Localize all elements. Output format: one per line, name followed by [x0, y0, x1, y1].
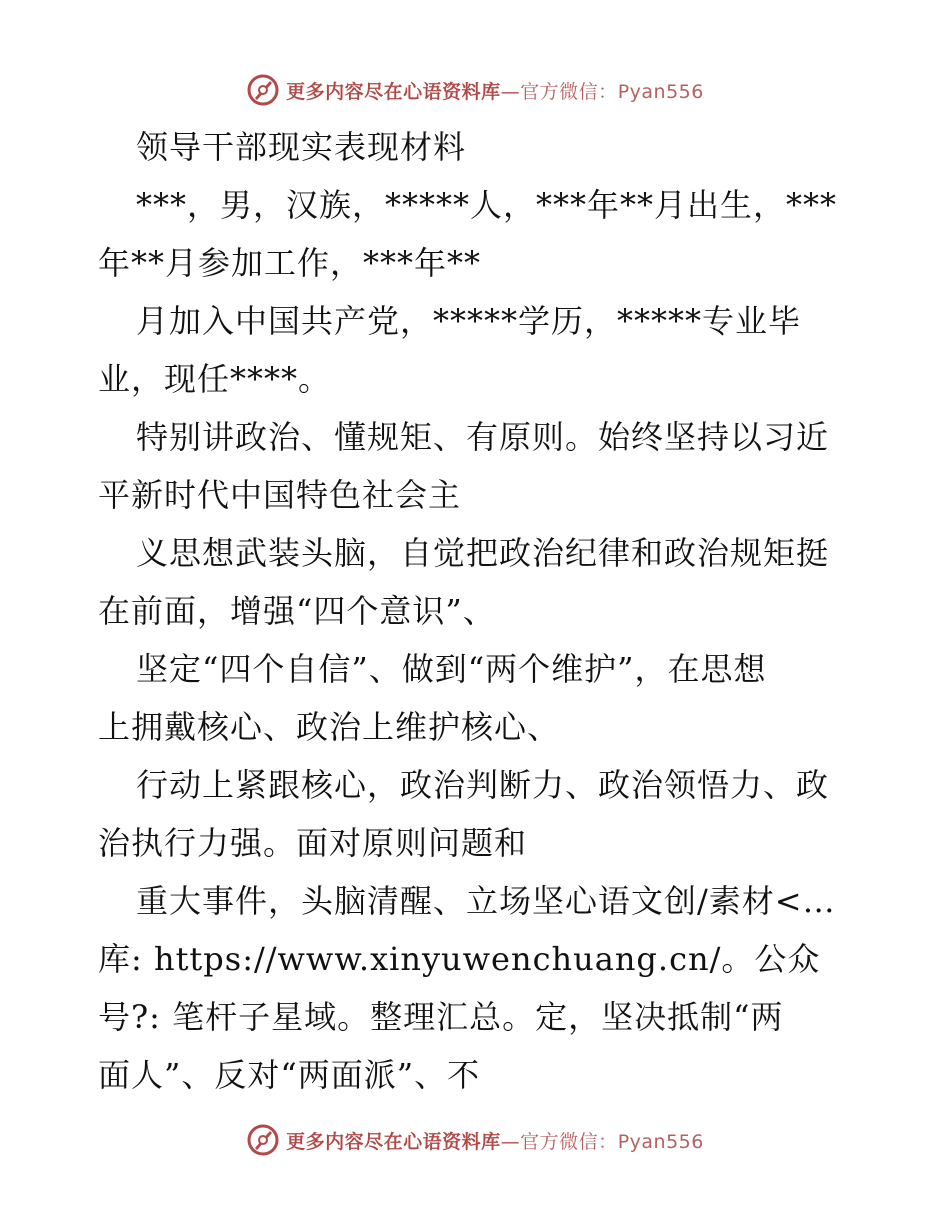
- banner-wechat-label: 官方微信：: [520, 80, 618, 103]
- document-line: 在前面，增强“四个意识”、: [98, 592, 496, 630]
- banner-wechat-label: 官方微信：: [520, 1130, 618, 1153]
- document-line: 面人”、反对“两面派”、不: [98, 1056, 481, 1094]
- document-line: 领导干部现实表现材料: [136, 128, 467, 166]
- banner-wechat-id: Pyan556: [617, 1130, 704, 1153]
- document-line: 治执行力强。面对原则问题和: [98, 824, 528, 862]
- document-line: 坚定“四个自信”、做到“两个维护”，在思想: [136, 650, 767, 688]
- document-body: [98, 118, 858, 1104]
- footer-watermark-banner: [0, 1120, 950, 1160]
- document-line: 号?: 笔杆子星域。整理汇总。定，坚决抵制“两: [98, 998, 784, 1036]
- banner-brand: 更多内容尽在心语资料库: [286, 80, 501, 103]
- document-line: ***，男，汉族，*****人，***年**月出生，***: [136, 186, 838, 224]
- document-line: 行动上紧跟核心，政治判断力、政治领悟力、政: [136, 766, 830, 804]
- document-line: 特别讲政治、懂规矩、有原则。始终坚持以习近: [136, 418, 830, 456]
- document-line: 上拥戴核心、政治上维护核心、: [98, 708, 561, 746]
- banner-wechat-id: Pyan556: [617, 80, 704, 103]
- document-line: 月加入中国共产党，*****学历，*****专业毕: [136, 302, 802, 340]
- quill-seal-icon: [246, 1123, 280, 1157]
- banner-separator: —: [500, 80, 521, 103]
- banner-brand: 更多内容尽在心语资料库: [286, 1130, 501, 1153]
- document-line: 业，现任****。: [98, 360, 332, 398]
- banner-separator: —: [500, 1130, 521, 1153]
- header-watermark-banner: [0, 70, 950, 110]
- document-line: 义思想武装头脑，自觉把政治纪律和政治规矩挺: [136, 534, 830, 572]
- document-line: 库: https://www.xinyuwenchuang.cn/。公众: [98, 940, 821, 978]
- document-line: 重大事件，头脑清醒、立场坚心语文创/素材<…: [136, 882, 836, 920]
- document-line: 年**月参加工作，***年**: [98, 244, 482, 282]
- banner-text: [286, 1127, 704, 1154]
- banner-text: [286, 77, 704, 104]
- quill-seal-icon: [246, 73, 280, 107]
- document-line: 平新时代中国特色社会主: [98, 476, 462, 514]
